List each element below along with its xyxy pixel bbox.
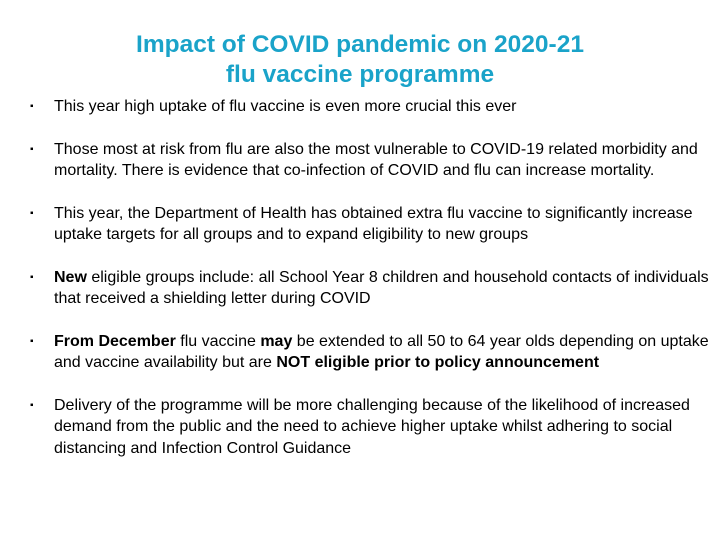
slide-title: [0, 30, 720, 90]
bullet-text-segment: This year, the Department of Health has obtained extra flu vaccine to significantly increase uptake targets for all groups and to expand eligibility to new groups: [54, 204, 693, 243]
bullet-text-segment: flu vaccine: [175, 332, 261, 350]
bullet-text: [54, 269, 709, 308]
bullet-dot-icon: ▪: [30, 335, 34, 347]
bullet-text-segment: Delivery of the programme will be more challenging because of the likelihood of increased demand from the public and the need to achieve higher uptake whilst adhering to social distancing and Infection Control Guidance: [54, 396, 690, 457]
bullet-item-4: [30, 267, 710, 310]
bullet-text: [54, 98, 516, 115]
bullet-item-1: [30, 96, 710, 118]
bullet-dot-icon: ▪: [30, 143, 34, 155]
bullet-text-bold: From December: [54, 332, 176, 350]
bullet-text: [54, 333, 709, 372]
bullet-text-segment: Those most at risk from flu are also the most vulnerable to COVID-19 related morbidity and mortality. There is evidence that co-infection of COVID and flu can increase mortality.: [54, 140, 698, 179]
bullet-dot-icon: ▪: [30, 271, 34, 283]
bullet-text-segment: eligible groups include: all School Year 8 children and household contacts of individuals that received a shielding letter during COVID: [54, 268, 709, 307]
bullet-text: [54, 397, 690, 457]
bullet-dot-icon: ▪: [30, 207, 34, 219]
bullet-text-bold: New: [54, 268, 87, 286]
slide-title-line-1: Impact of COVID pandemic on 2020-21: [136, 31, 584, 58]
bullet-list: [30, 96, 710, 480]
bullet-item-3: [30, 203, 710, 246]
bullet-dot-icon: ▪: [30, 399, 34, 411]
bullet-text: [54, 205, 693, 244]
slide-title-line-2: flu vaccine programme: [225, 61, 495, 88]
bullet-text-bold: NOT eligible prior to policy announcement: [276, 354, 600, 371]
bullet-item-5: [30, 331, 710, 374]
bullet-text-segment: This year high uptake of flu vaccine is even more crucial this ever: [54, 98, 517, 115]
bullet-item-2: [30, 139, 710, 182]
bullet-text-bold: may: [260, 332, 293, 350]
bullet-dot-icon: ▪: [30, 101, 34, 112]
bullet-text-segment: be extended to all 50 to 64 year olds depending on uptake and vaccine availability but are: [54, 332, 709, 371]
bullet-item-6: [30, 395, 710, 460]
bullet-text: [54, 141, 698, 180]
